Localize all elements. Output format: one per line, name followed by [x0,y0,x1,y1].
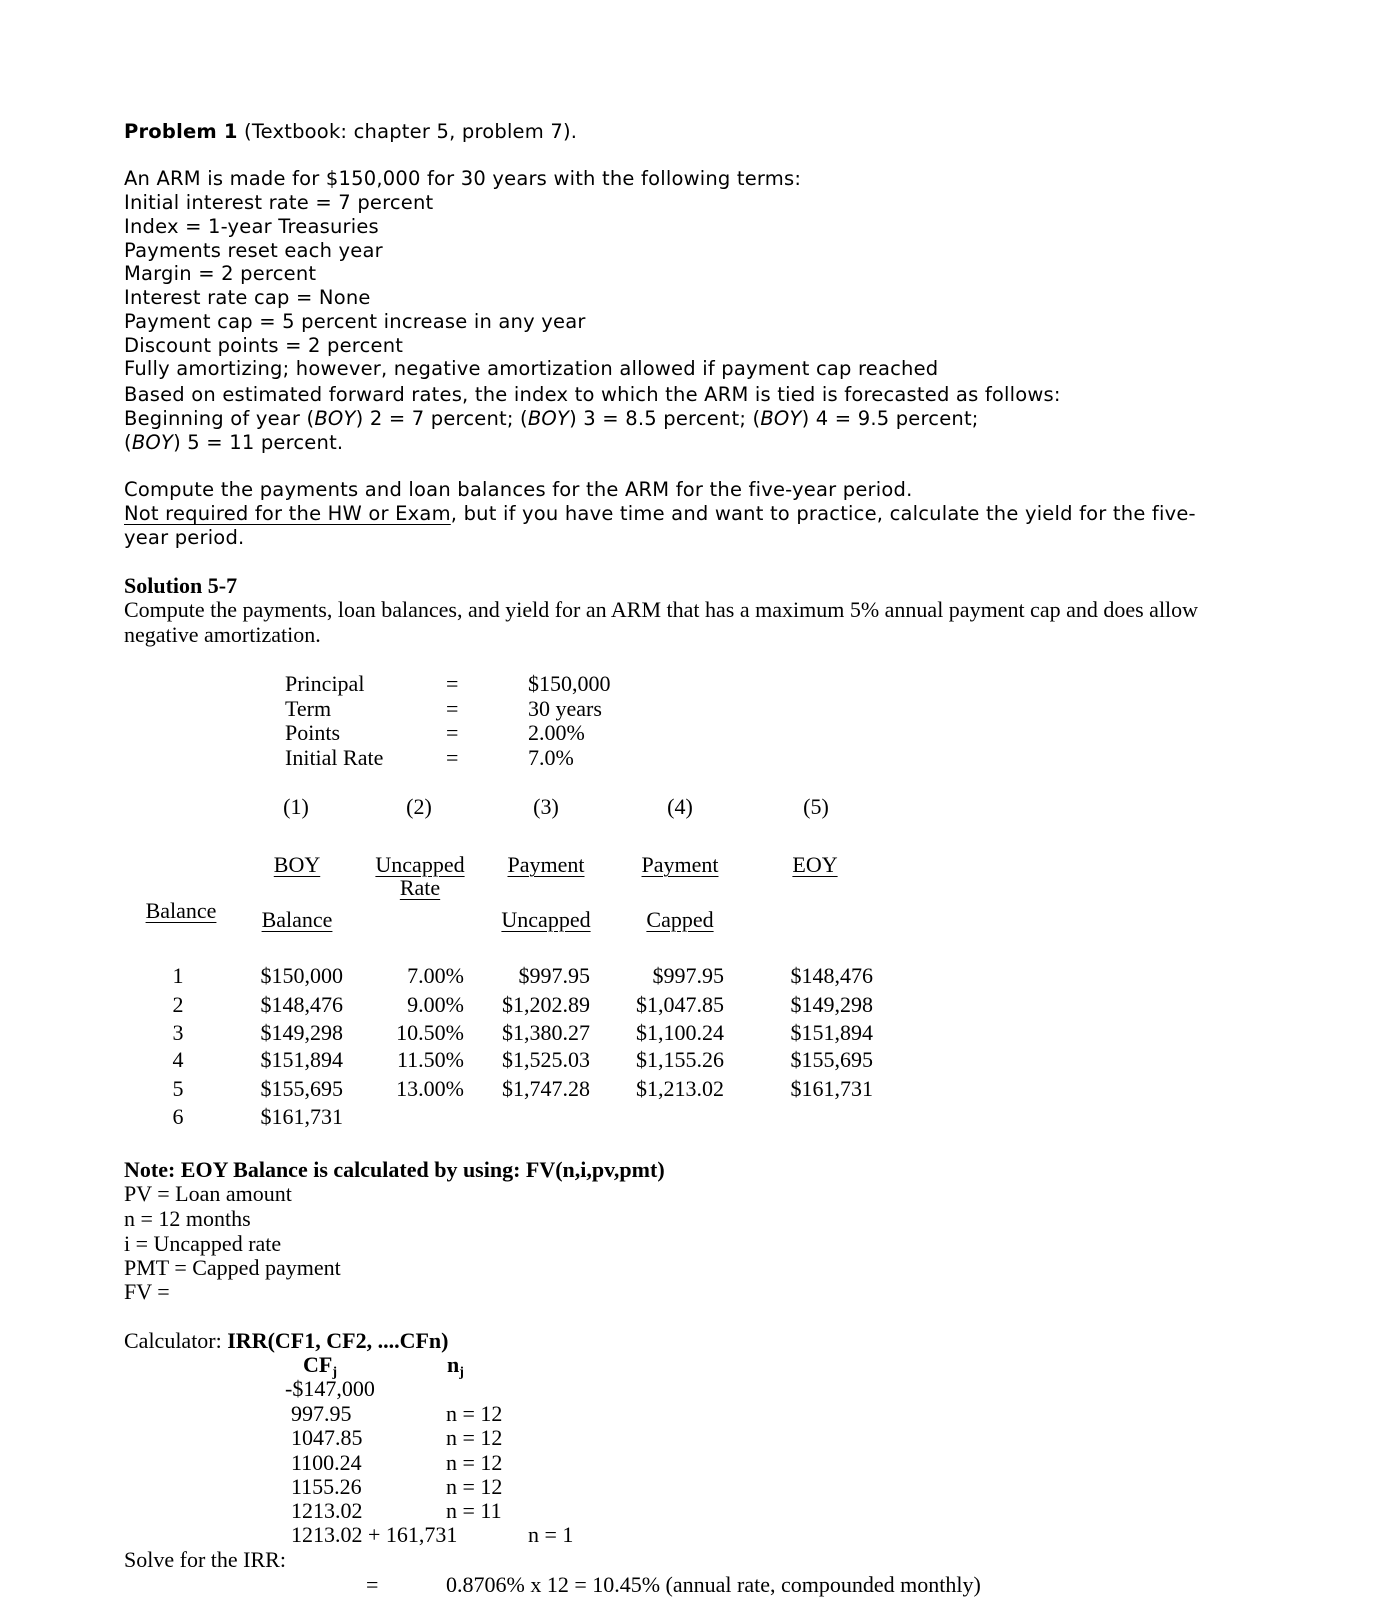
text: ( [124,431,132,454]
text: Beginning of year ( [124,407,315,430]
compute-instruction: Compute the payments and loan balances for the ARM for the five-year period. [124,478,913,501]
cash-flow: -$147,000 [285,1376,375,1401]
yield-instruction [124,502,1196,525]
term-eq: = [446,745,459,770]
note-line: i = Uncapped rate [124,1231,282,1256]
cf-header-sub: j [332,1365,337,1380]
problem-line: Interest rate cap = None [124,286,371,309]
term-eq: = [446,696,459,721]
term-label: Principal [285,671,365,696]
cell-eoy: $155,695 [790,1047,873,1072]
n-header-sub: j [459,1365,464,1380]
cell-boy: $155,695 [260,1076,343,1101]
cell-year: 6 [172,1104,184,1129]
text: ) 2 = 7 percent; ( [355,407,528,430]
cash-flow-last: 1213.02 + 161,731 [291,1522,458,1547]
cell-capped: $997.95 [652,963,724,988]
term-eq: = [446,671,459,696]
header-capped: Capped [646,907,714,932]
column-number: (2) [406,794,432,819]
problem-line: Fully amortizing; however, negative amortization allowed if payment cap reached [124,357,939,380]
term-value: 30 years [528,696,602,721]
header-balance: Balance [261,907,333,932]
cell-eoy: $149,298 [790,992,873,1017]
cell-rate: 11.50% [396,1047,464,1072]
term-label: Initial Rate [285,745,384,770]
cell-boy: $148,476 [260,992,343,1017]
cell-capped: $1,100.24 [636,1020,724,1045]
cell-capped: $1,213.02 [636,1076,724,1101]
n-header-text: n [447,1352,460,1377]
calc-label: Calculator: [124,1328,228,1353]
header-uncapped-2: Uncapped [501,907,591,932]
text: ) 5 = 11 percent. [173,431,344,454]
boy-abbr: BOY [314,407,356,430]
problem-title [124,120,577,143]
header-balance-left: Balance [145,898,217,923]
header-rate: Rate [399,875,441,900]
term-value: 7.0% [528,745,574,770]
problem-line: Payments reset each year [124,239,383,262]
column-number: (4) [667,794,693,819]
term-label: Points [285,720,341,745]
cell-capped: $1,155.26 [636,1047,724,1072]
note-line: n = 12 months [124,1206,251,1231]
cash-flow: 997.95 [291,1401,352,1426]
problem-line: Based on estimated forward rates, the index to which the ARM is tied is forecasted as follows: [124,383,1061,406]
cell-eoy: $161,731 [790,1076,873,1101]
n-header [447,1352,464,1381]
cash-flow-n: n = 12 [446,1401,503,1426]
cash-flow-last-n: n = 1 [528,1522,574,1547]
cell-year: 2 [172,992,184,1017]
column-number: (3) [533,794,559,819]
cell-boy: $151,894 [260,1047,343,1072]
cash-flow: 1213.02 [291,1498,363,1523]
problem-line: An ARM is made for $150,000 for 30 years with the following terms: [124,167,802,190]
term-label: Term [285,696,332,721]
term-value: $150,000 [528,671,611,696]
calc-formula: IRR(CF1, CF2, ....CFn) [227,1328,449,1353]
cash-flow: 1047.85 [291,1425,363,1450]
cell-boy: $161,731 [260,1104,343,1129]
cash-flow: 1100.24 [291,1450,362,1475]
cell-rate: 7.00% [407,963,464,988]
boy-abbr: BOY [131,431,174,454]
problem-line: Discount points = 2 percent [124,334,404,357]
column-number: (1) [283,794,309,819]
header-uncapped: Uncapped [375,852,465,877]
cell-year: 1 [172,963,184,988]
cell-capped: $1,047.85 [636,992,724,1017]
cf-header-text: CF [303,1352,333,1377]
column-number: (5) [803,794,829,819]
solve-label: Solve for the IRR: [124,1547,286,1572]
problem-line: Margin = 2 percent [124,262,317,285]
solution-intro: Compute the payments, loan balances, and yield for an ARM that has a maximum 5% annual payment cap and does allow [124,597,1199,622]
problem-line: Index = 1-year Treasuries [124,215,379,238]
cell-eoy: $148,476 [790,963,873,988]
cell-boy: $149,298 [260,1020,343,1045]
header-eoy: EOY [792,852,838,877]
boy-abbr: BOY [760,407,802,430]
problem-title-bold: Problem 1 [124,120,238,143]
cell-year: 4 [172,1047,184,1072]
cash-flow-n: n = 12 [446,1450,503,1475]
yield-instruction-cont: year period. [124,526,245,549]
cell-rate: 10.50% [396,1020,464,1045]
cell-year: 5 [172,1076,184,1101]
cell-rate: 9.00% [407,992,464,1017]
header-payment-capped: Payment [641,852,719,877]
cell-uncapped: $1,525.03 [502,1047,590,1072]
cell-uncapped: $997.95 [518,963,590,988]
cell-rate: 13.00% [396,1076,464,1101]
calculator-line [124,1328,448,1354]
cash-flow: 1155.26 [291,1474,362,1499]
text: , but if you have time and want to practice, calculate the yield for the five- [450,502,1196,525]
note-line: PV = Loan amount [124,1181,292,1206]
cash-flow-n: n = 11 [446,1498,502,1523]
problem-line: Initial interest rate = 7 percent [124,191,434,214]
cell-uncapped: $1,380.27 [502,1020,590,1045]
text: ) 4 = 9.5 percent; [801,407,979,430]
irr-result: 0.8706% x 12 = 10.45% (annual rate, compounded monthly) [446,1572,981,1597]
cash-flow-n: n = 12 [446,1474,503,1499]
cell-year: 3 [172,1020,184,1045]
cell-uncapped: $1,747.28 [502,1076,590,1101]
cell-eoy: $151,894 [790,1020,873,1045]
header-payment-uncapped: Payment [507,852,585,877]
cash-flow-n: n = 12 [446,1425,503,1450]
result-eq: = [366,1572,379,1597]
solution-intro-cont: negative amortization. [124,622,321,647]
note-line: FV = [124,1279,170,1304]
not-required-note: Not required for the HW or Exam [124,502,451,525]
solution-title: Solution 5-7 [124,573,238,598]
term-value: 2.00% [528,720,585,745]
boy-abbr: BOY [527,407,570,430]
boy-forecast-line-1 [124,407,979,430]
cell-uncapped: $1,202.89 [502,992,590,1017]
boy-forecast-line-2 [124,431,343,454]
header-boy: BOY [273,852,321,877]
problem-title-rest: (Textbook: chapter 5, problem 7). [237,120,578,143]
note-line: PMT = Capped payment [124,1255,341,1280]
note-title: Note: EOY Balance is calculated by using: FV(n,i,pv,pmt) [124,1157,665,1182]
cell-boy: $150,000 [260,963,343,988]
problem-line: Payment cap = 5 percent increase in any year [124,310,586,333]
text: ) 3 = 8.5 percent; ( [569,407,761,430]
term-eq: = [446,720,459,745]
